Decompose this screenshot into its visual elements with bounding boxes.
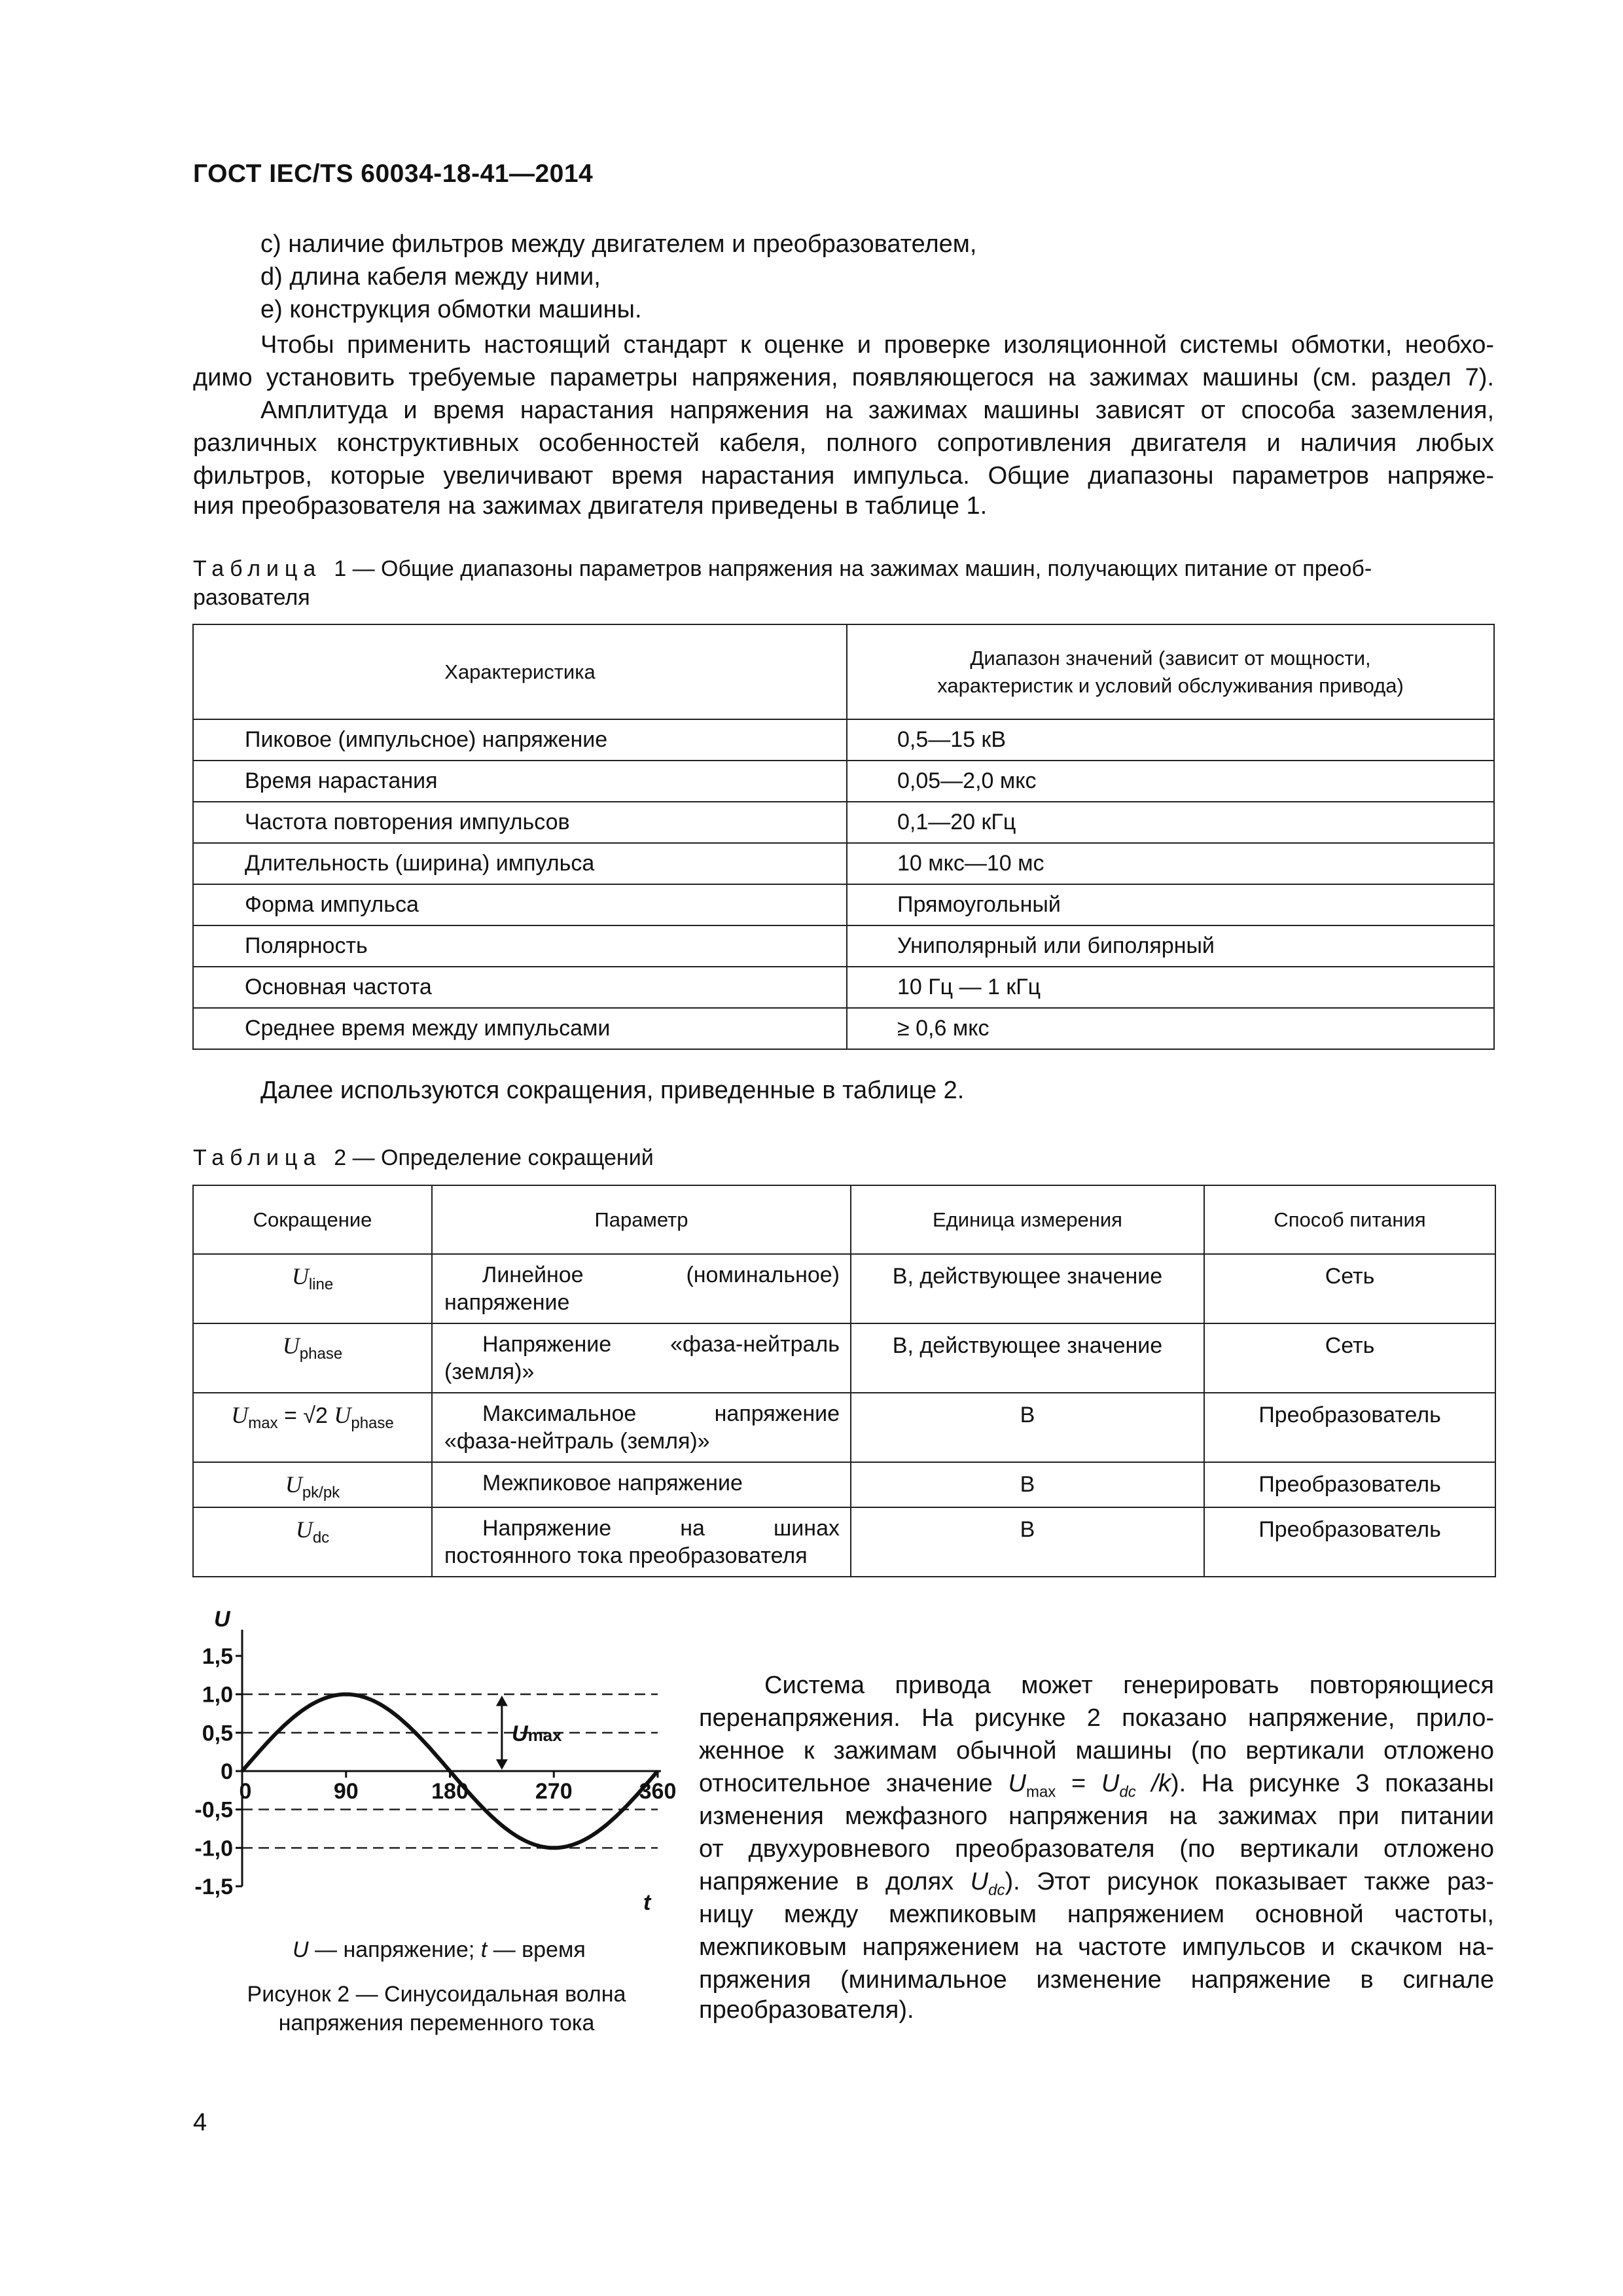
table-row: Форма импульса Прямоугольный xyxy=(193,884,1494,925)
table1-caption-line2: разователя xyxy=(193,585,310,610)
table1-header-characteristic: Характеристика xyxy=(193,624,847,719)
list-item-e: e) конструкция обмотки машины. xyxy=(260,296,642,323)
table-row xyxy=(193,1393,1495,1462)
supply-cell: Сеть xyxy=(1204,1254,1495,1323)
para2-line4: ния преобразователя на зажимах двигателя приведены в таблице 1. xyxy=(193,492,988,520)
abbr-cell: $U_{line}$ xyxy=(193,1254,432,1323)
param-cell: Напряжение на шинах постоянного тока преобразователя xyxy=(432,1507,851,1577)
table1-caption xyxy=(193,556,1372,582)
arrow-down-icon xyxy=(496,1759,508,1770)
right-text-line1: Система привода может генерировать повторяющиеся xyxy=(764,1672,1494,1699)
table1-caption-word: Таблица xyxy=(193,556,322,581)
param-cell: Линейное (номинальное) напряжение xyxy=(432,1254,851,1323)
param-cell: Максимальное напряжение «фаза-нейтраль (земля)» xyxy=(432,1393,851,1462)
para1-line2: димо установить требуемые параметры напряжения, появляющегося на зажимах машины (см. раздел 7). xyxy=(193,364,1494,391)
table-row: Время нарастания 0,05—2,0 мкс xyxy=(193,761,1494,802)
right-text-line9: межпиковым напряжением на частоте импульсов и скачком на- xyxy=(699,1933,1494,1961)
x-tick-label: 360 xyxy=(639,1779,677,1804)
y-tick-label: 1,5 xyxy=(202,1644,233,1669)
y-tick-label: 1,0 xyxy=(202,1682,233,1708)
arrow-up-icon xyxy=(496,1696,508,1706)
table-row: Полярность Униполярный или биполярный xyxy=(193,925,1494,967)
abbr-cell: $U_{pk/pk}$ xyxy=(193,1462,432,1507)
right-text-line5: изменения межфазного напряжения на зажимах при питании xyxy=(699,1803,1494,1830)
table-1 xyxy=(192,624,1495,1050)
table2-caption xyxy=(193,1145,654,1171)
x-axis-label: t xyxy=(643,1890,651,1915)
table-2 xyxy=(192,1185,1496,1577)
table-row xyxy=(193,1323,1495,1393)
right-text-line7: напряжение в долях $U_{dc}$). Этот рисунок показывает также раз- xyxy=(699,1868,1494,1899)
supply-cell: Преобразователь xyxy=(1204,1507,1495,1577)
unit-cell: В xyxy=(851,1507,1204,1577)
right-text-line2: перенапряжения. На рисунке 2 показано напряжение, прило- xyxy=(699,1704,1494,1732)
unit-cell: В xyxy=(851,1462,1204,1507)
x-tick-label: 0 xyxy=(239,1779,252,1804)
table2-header-param: Параметр xyxy=(432,1185,851,1254)
unit-cell: В, действующее значение xyxy=(851,1323,1204,1393)
para2-line1: Амплитуда и время нарастания напряжения на зажимах машины зависят от способа заземления, xyxy=(260,397,1494,424)
para2-line3: фильтров, которые увеличивают время нарастания импульса. Общие диапазоны параметров напряже- xyxy=(193,462,1494,490)
table2-header-unit: Единица измерения xyxy=(851,1185,1204,1254)
supply-cell: Преобразователь xyxy=(1204,1393,1495,1462)
list-item-c: c) наличие фильтров между двигателем и преобразователем, xyxy=(260,230,977,258)
unit-cell: В xyxy=(851,1393,1204,1462)
para3: Далее используются сокращения, приведенные в таблице 2. xyxy=(260,1077,965,1104)
abbr-cell: $U_{phase}$ xyxy=(193,1323,432,1393)
figure2-caption-line1: Рисунок 2 — Синусоидальная волна xyxy=(247,1982,626,2007)
table-row: Основная частота 10 Гц — 1 кГц xyxy=(193,967,1494,1008)
page-number: 4 xyxy=(193,2109,207,2136)
table1-caption-text: 1 — Общие диапазоны параметров напряжения на зажимах машин, получающих питание от преоб- xyxy=(334,556,1372,581)
supply-cell: Сеть xyxy=(1204,1323,1495,1393)
table1-header-range: Диапазон значений (зависит от мощности, характеристик и условий обслуживания привода) xyxy=(847,624,1494,719)
right-text-line3: женное к зажимам обычной машины (по вертикали отложено xyxy=(699,1737,1494,1765)
table2-caption-word: Таблица xyxy=(193,1145,322,1170)
y-tick-label: -0,5 xyxy=(194,1797,233,1823)
list-item-d: d) длина кабеля между ними, xyxy=(260,263,601,291)
param-cell: Напряжение «фаза-нейтраль (земля)» xyxy=(432,1323,851,1393)
table-row xyxy=(193,1507,1495,1577)
y-tick-label: 0 xyxy=(221,1759,233,1784)
table2-header-supply: Способ питания xyxy=(1204,1185,1495,1254)
para1-line1: Чтобы применить настоящий стандарт к оценке и проверке изоляционной системы обмотки, необхо- xyxy=(260,331,1494,359)
para2-line2: различных конструктивных особенностей кабеля, полного сопротивления двигателя и наличия любых xyxy=(193,429,1494,457)
chart-axes xyxy=(239,1630,661,1886)
table-row: Частота повторения импульсов 0,1—20 кГц xyxy=(193,802,1494,843)
abbr-cell: $U_{dc}$ xyxy=(193,1507,432,1577)
supply-cell: Преобразователь xyxy=(1204,1462,1495,1507)
table-row: Среднее время между импульсами ≥ 0,6 мкс xyxy=(193,1008,1494,1049)
right-text-line8: ницу между межпиковым напряжением основной частоты, xyxy=(699,1901,1494,1928)
param-cell: Межпиковое напряжение xyxy=(432,1462,851,1507)
x-tick-label: 90 xyxy=(333,1779,359,1804)
right-text-line4: относительное значение $U_{max} = U_{dc}$ /k). На рисунке 3 показаны xyxy=(699,1770,1494,1801)
y-tick-label: 0,5 xyxy=(202,1721,233,1746)
right-text-line10: пряжения (минимальное изменение напряжение в сигнале xyxy=(699,1966,1494,1994)
unit-cell: В, действующее значение xyxy=(851,1254,1204,1323)
table2-header-abbr: Сокращение xyxy=(193,1185,432,1254)
figure2-legend: U — напряжение; t — время xyxy=(293,1937,586,1962)
table-row xyxy=(193,1254,1495,1323)
table-row: Пиковое (импульсное) напряжение 0,5—15 кВ xyxy=(193,719,1494,761)
umax-annotation: Umax xyxy=(512,1721,562,1746)
right-text-line11: преобразователя). xyxy=(699,1996,914,2024)
table-row xyxy=(193,1462,1495,1507)
table2-caption-text: 2 — Определение сокращений xyxy=(334,1145,654,1170)
y-axis-label: U xyxy=(214,1607,230,1632)
x-tick-label: 270 xyxy=(535,1779,573,1804)
sine-wave-chart xyxy=(183,1604,694,1970)
x-tick-label: 180 xyxy=(431,1779,469,1804)
document-header: ГОСТ IEC/TS 60034-18-41—2014 xyxy=(193,160,594,188)
abbr-cell: $U_{max} = √2$ $U_{phase}$ xyxy=(193,1393,432,1462)
table-row: Длительность (ширина) импульса 10 мкс—10 мс xyxy=(193,843,1494,884)
y-tick-label: -1,5 xyxy=(194,1874,233,1899)
y-tick-label: -1,0 xyxy=(194,1836,233,1861)
figure2-caption-line2: напряжения переменного тока xyxy=(278,2011,595,2036)
right-text-line6: от двухуровневого преобразователя (по вертикали отложено xyxy=(699,1835,1494,1863)
